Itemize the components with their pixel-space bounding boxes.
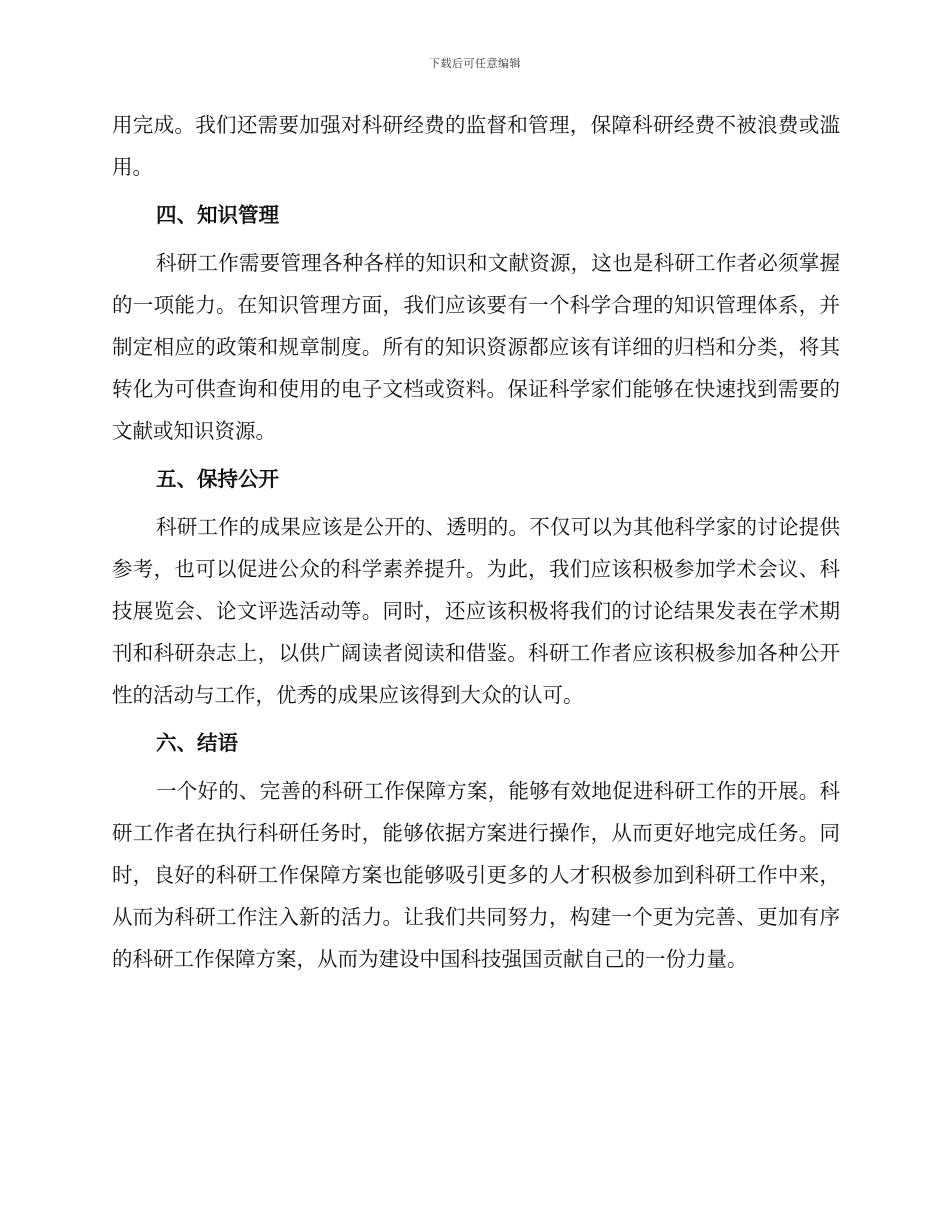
section-keep-open <box>112 463 840 716</box>
section-heading: 四、知识管理 <box>156 203 279 227</box>
section-paragraph: 科研工作需要管理各种各样的知识和文献资源，这也是科研工作者必须掌握的一项能力。在知识管理方面，我们应该要有一个科学合理的知识管理体系，并制定相应的政策和规章制度。所有的知识资源都应该有详细的归档和分类，将其转化为可供查询和使用的电子文档或资料。保证科学家们能够在快速找到需要的文献或知识资源。 <box>112 251 840 443</box>
section-heading: 六、结语 <box>156 731 238 755</box>
section-paragraph: 一个好的、完善的科研工作保障方案，能够有效地促进科研工作的开展。科研工作者在执行科研任务时，能够依据方案进行操作，从而更好地完成任务。同时，良好的科研工作保障方案也能够吸引更多的人才积极参加到科研工作中来，从而为科研工作注入新的活力。让我们共同努力，构建一个更为完善、更加有序的科研工作保障方案，从而为建设中国科技强国贡献自己的一份力量。 <box>112 779 840 971</box>
section-heading: 五、保持公开 <box>156 467 279 491</box>
section-conclusion <box>112 727 840 980</box>
intro-paragraph: 用完成。我们还需要加强对科研经费的监督和管理，保障科研经费不被浪费或滥用。 <box>112 113 840 179</box>
section-knowledge-management <box>112 199 840 452</box>
page-header: 下载后可任意编辑 <box>429 57 521 70</box>
section-paragraph: 科研工作的成果应该是公开的、透明的。不仅可以为其他科学家的讨论提供参考，也可以促进公众的科学素养提升。为此，我们应该积极参加学术会议、科技展览会、论文评选活动等。同时，还应该积极将我们的讨论结果发表在学术期刊和科研杂志上，以供广阔读者阅读和借鉴。科研工作者应该积极参加各种公开性的活动与工作，优秀的成果应该得到大众的认可。 <box>112 515 840 707</box>
document-body <box>112 104 840 980</box>
